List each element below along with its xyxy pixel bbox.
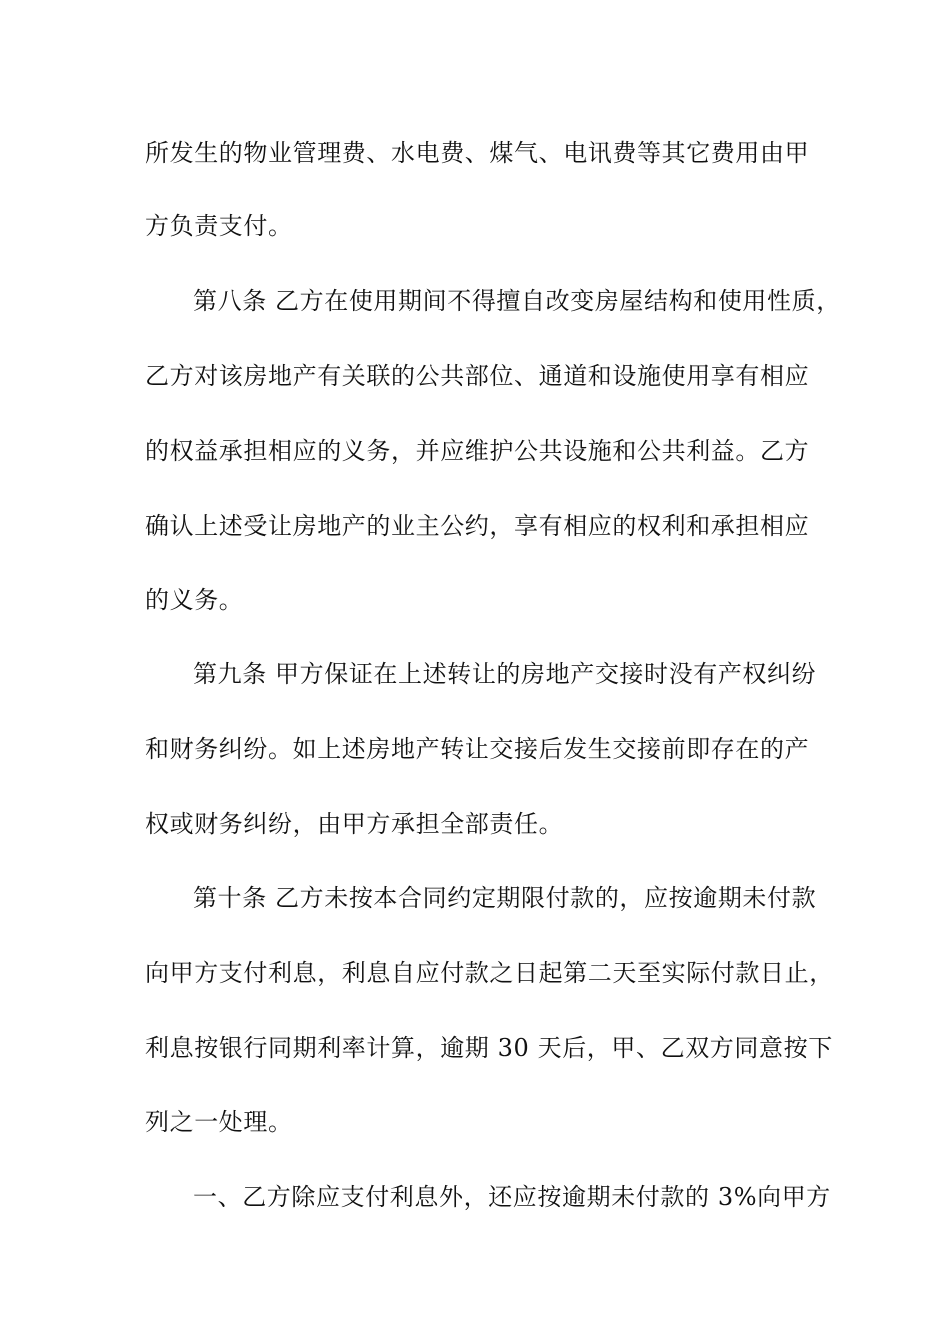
text-line: 方负责支付。 — [145, 212, 293, 240]
text-line: 列之一处理。 — [145, 1108, 293, 1136]
text-line: 所发生的物业管理费、水电费、煤气、电讯费等其它费用由甲 — [145, 139, 810, 167]
text-line: 向甲方支付利息，利息自应付款之日起第二天至实际付款日止， — [145, 959, 834, 987]
text-line: 利息按银行同期利率计算，逾期 30 天后，甲、乙双方同意按下 — [145, 1034, 833, 1062]
text-line: 乙方对该房地产有关联的公共部位、通道和设施使用享有相应 — [145, 362, 810, 390]
article-9-heading-line: 第九条 甲方保证在上述转让的房地产交接时没有产权纠纷 — [193, 660, 817, 688]
text-line: 权或财务纠纷，由甲方承担全部责任。 — [145, 810, 564, 838]
article-10-heading-line: 第十条 乙方未按本合同约定期限付款的，应按逾期未付款 — [193, 884, 817, 912]
text-line: 的义务。 — [145, 586, 244, 614]
article-8-heading-line: 第八条 乙方在使用期间不得擅自改变房屋结构和使用性质， — [193, 287, 841, 315]
clause-one-line: 一、乙方除应支付利息外，还应按逾期未付款的 3%向甲方 — [193, 1183, 831, 1211]
text-line: 和财务纠纷。如上述房地产转让交接后发生交接前即存在的产 — [145, 735, 810, 763]
text-line: 确认上述受让房地产的业主公约，享有相应的权利和承担相应 — [145, 512, 810, 540]
text-line: 的权益承担相应的义务，并应维护公共设施和公共利益。乙方 — [145, 437, 810, 465]
